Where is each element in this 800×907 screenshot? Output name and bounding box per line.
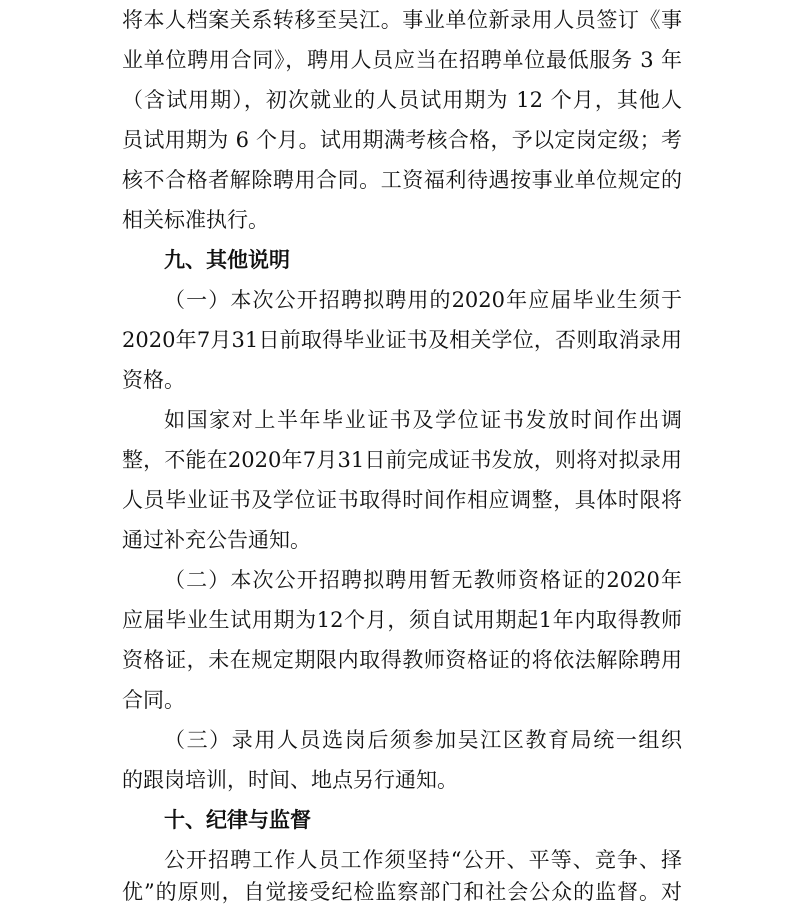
paragraph-line: 业单位聘用合同》，聘用人员应当在招聘单位最低服务 3 年 bbox=[122, 48, 682, 72]
paragraph-line: 合同。 bbox=[122, 688, 185, 712]
paragraph-line: 如国家对上半年毕业证书及学位证书发放时间作出调 bbox=[164, 408, 682, 432]
paragraph-line: 人员毕业证书及学位证书取得时间作相应调整，具体时限将 bbox=[122, 488, 682, 512]
paragraph-line: 2020年7月31日前取得毕业证书及相关学位，否则取消录用 bbox=[122, 328, 682, 352]
paragraph-line: 应届毕业生试用期为12个月，须自试用期起1年内取得教师 bbox=[122, 608, 682, 632]
paragraph-line: 的跟岗培训，时间、地点另行通知。 bbox=[122, 768, 458, 792]
paragraph-line: 通过补充公告通知。 bbox=[122, 528, 311, 552]
paragraph-line: 资格。 bbox=[122, 368, 185, 392]
paragraph-line: （含试用期），初次就业的人员试用期为 12 个月，其他人 bbox=[122, 88, 682, 112]
paragraph-line: （一）本次公开招聘拟聘用的2020年应届毕业生须于 bbox=[164, 288, 682, 312]
paragraph-line: 资格证，未在规定期限内取得教师资格证的将依法解除聘用 bbox=[122, 648, 682, 672]
paragraph-line: 公开招聘工作人员工作须坚持“公开、平等、竞争、择 bbox=[164, 848, 682, 872]
section-heading-9: 九、其他说明 bbox=[164, 248, 290, 272]
paragraph-line: 整，不能在2020年7月31日前完成证书发放，则将对拟录用 bbox=[122, 448, 682, 472]
paragraph-line: （三）录用人员选岗后须参加吴江区教育局统一组织 bbox=[164, 728, 682, 752]
section-heading-10: 十、纪律与监督 bbox=[164, 808, 311, 832]
paragraph-line: 核不合格者解除聘用合同。工资福利待遇按事业单位规定的 bbox=[122, 168, 682, 192]
paragraph-line: 相关标准执行。 bbox=[122, 208, 269, 232]
paragraph-line: 员试用期为 6 个月。试用期满考核合格，予以定岗定级；考 bbox=[122, 128, 682, 152]
paragraph-line: 优”的原则，自觉接受纪检监察部门和社会公众的监督。对 bbox=[122, 880, 682, 904]
paragraph-line: 将本人档案关系转移至吴江。事业单位新录用人员签订《事 bbox=[122, 8, 682, 32]
paragraph-line: （二）本次公开招聘拟聘用暂无教师资格证的2020年 bbox=[164, 568, 682, 592]
